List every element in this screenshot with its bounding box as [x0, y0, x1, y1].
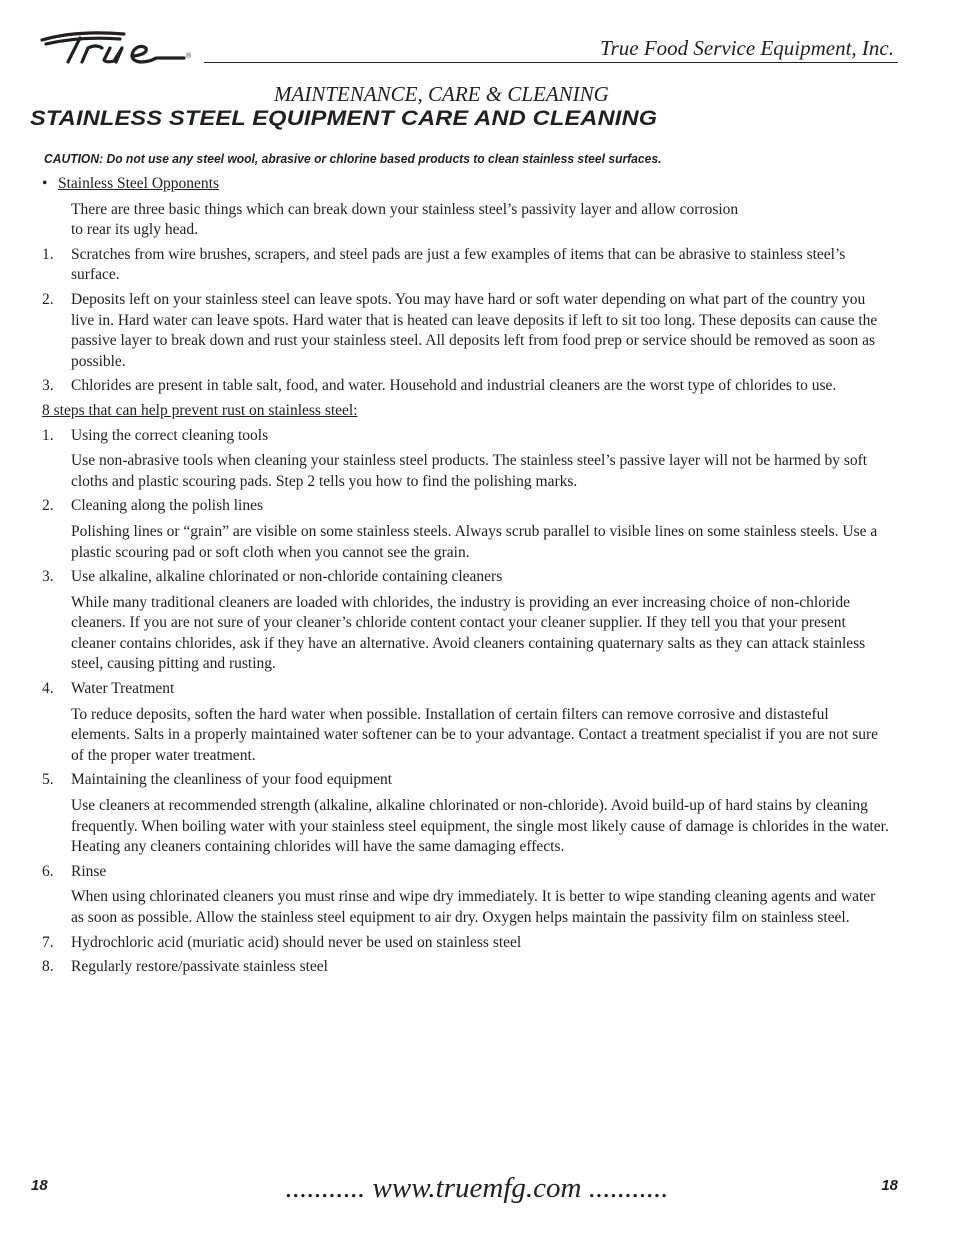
step-number: 7.	[42, 933, 54, 951]
step-number: 4.	[42, 680, 54, 698]
step-title: Water Treatment	[71, 680, 175, 698]
item-text: Chlorides are present in table salt, food, and water. Household and industrial cleaners are the worst type of chlorides to use.	[71, 377, 837, 395]
steps-heading: 8 steps that can help prevent rust on stainless steel:	[42, 401, 358, 419]
opponents-heading: Stainless Steel Opponents	[58, 175, 220, 192]
step-item	[42, 426, 890, 447]
page-header	[36, 28, 898, 68]
step-item	[42, 933, 890, 954]
step-title: Rinse	[71, 862, 107, 880]
step-number: 1.	[42, 426, 54, 444]
opponent-item	[42, 376, 890, 397]
page-title: STAINLESS STEEL EQUIPMENT CARE AND CLEANING	[30, 107, 658, 130]
step-item	[42, 957, 890, 978]
section-title: MAINTENANCE, CARE & CLEANING	[274, 82, 609, 106]
step-title: Use alkaline, alkaline chlorinated or non-chloride containing cleaners	[71, 568, 503, 586]
item-number: 2.	[42, 290, 54, 308]
footer-url: ........... www.truemfg.com ...........	[285, 1172, 669, 1204]
document-body	[42, 174, 890, 978]
step-body: Use cleaners at recommended strength (alkaline, alkaline chlorinated or non-chloride). Avoid build-up of hard stains by cleaning frequently. When boiling water with your stainless steel equipment, the single most likely cause of damage is chlorides in the water. Heating any cleaners containing chlorides will have the same damaging effects.	[71, 797, 889, 856]
bullet-marker: •	[42, 175, 48, 192]
page-number-right: 18	[881, 1177, 898, 1194]
step-title: Maintaining the cleanliness of your food equipment	[71, 771, 393, 789]
registered-mark: ®	[186, 53, 192, 60]
opponents-intro: There are three basic things which can break down your stainless steel’s passivity layer and allow corrosion to rear its ugly head.	[71, 200, 739, 239]
item-number: 3.	[42, 377, 54, 395]
step-body: While many traditional cleaners are loaded with chlorides, the industry is providing an ever increasing choice of non-chloride cleaners. If you are not sure of your cleaner’s chloride content contact your cleaner supplier. If they tell you that your present cleaner contains chlorides, ask if they have an alternative. Avoid cleaners containing quaternary salts as they can attack stainless steel, causing pitting and rusting.	[71, 593, 866, 673]
step-number: 8.	[42, 958, 54, 976]
caution-note: CAUTION: Do not use any steel wool, abrasive or chlorine based products to clean stainless steel surfaces.	[44, 151, 662, 166]
opponents-heading-item	[42, 174, 890, 195]
step-body: Polishing lines or “grain” are visible on some stainless steels. Always scrub parallel to visible lines on some stainless steels. Use a plastic scouring pad or soft cloth when you cannot see the grain.	[71, 522, 878, 561]
step-item	[42, 770, 890, 791]
step-number: 2.	[42, 497, 54, 515]
step-item	[42, 862, 890, 883]
item-text: Scratches from wire brushes, scrapers, and steel pads are just a few examples of items that can be abrasive to stainless steel’s surface.	[71, 245, 846, 284]
step-number: 6.	[42, 862, 54, 880]
opponent-item	[42, 290, 890, 372]
step-body: To reduce deposits, soften the hard water when possible. Installation of certain filters can remove corrosive and distasteful elements. Salts in a properly maintained water softener can be to your advantage. Contact a treatment specialist if you are not sure of the proper water treatment.	[71, 705, 879, 764]
page-number-left: 18	[31, 1177, 48, 1194]
step-title: Hydrochloric acid (muriatic acid) should never be used on stainless steel	[71, 933, 522, 951]
step-body: Use non-abrasive tools when cleaning your stainless steel products. The stainless steel’s passive layer will not be harmed by soft cloths and plastic scouring pads. Step 2 tells you how to find the polishing marks.	[71, 452, 868, 490]
header-rule	[204, 62, 898, 63]
item-text: Deposits left on your stainless steel can leave spots. You may have hard or soft water depending on what part of the country you live in. Hard water can leave spots. Hard water that is heated can leave deposits if left to sit too long. These deposits can cause the passive layer to break down and rust your stainless steel. All deposits left from food prep or service should be removed as soon as possible.	[71, 290, 878, 370]
step-item	[42, 567, 890, 588]
step-title: Regularly restore/passivate stainless steel	[71, 958, 328, 976]
step-number: 3.	[42, 568, 54, 586]
step-title: Cleaning along the polish lines	[71, 497, 264, 515]
opponent-item	[42, 245, 890, 286]
step-number: 5.	[42, 771, 54, 789]
item-number: 1.	[42, 245, 54, 263]
step-item	[42, 679, 890, 700]
step-body: When using chlorinated cleaners you must rinse and wipe dry immediately. It is better to wipe standing cleaning agents and water as soon as possible. Allow the stainless steel equipment to air dry. Oxygen helps maintain the passivity film on stainless steel.	[71, 888, 876, 926]
company-name: True Food Service Equipment, Inc.	[600, 36, 894, 60]
true-logo-mark	[36, 28, 201, 68]
step-title: Using the correct cleaning tools	[71, 426, 269, 444]
step-item	[42, 496, 890, 517]
true-logo	[36, 28, 201, 68]
